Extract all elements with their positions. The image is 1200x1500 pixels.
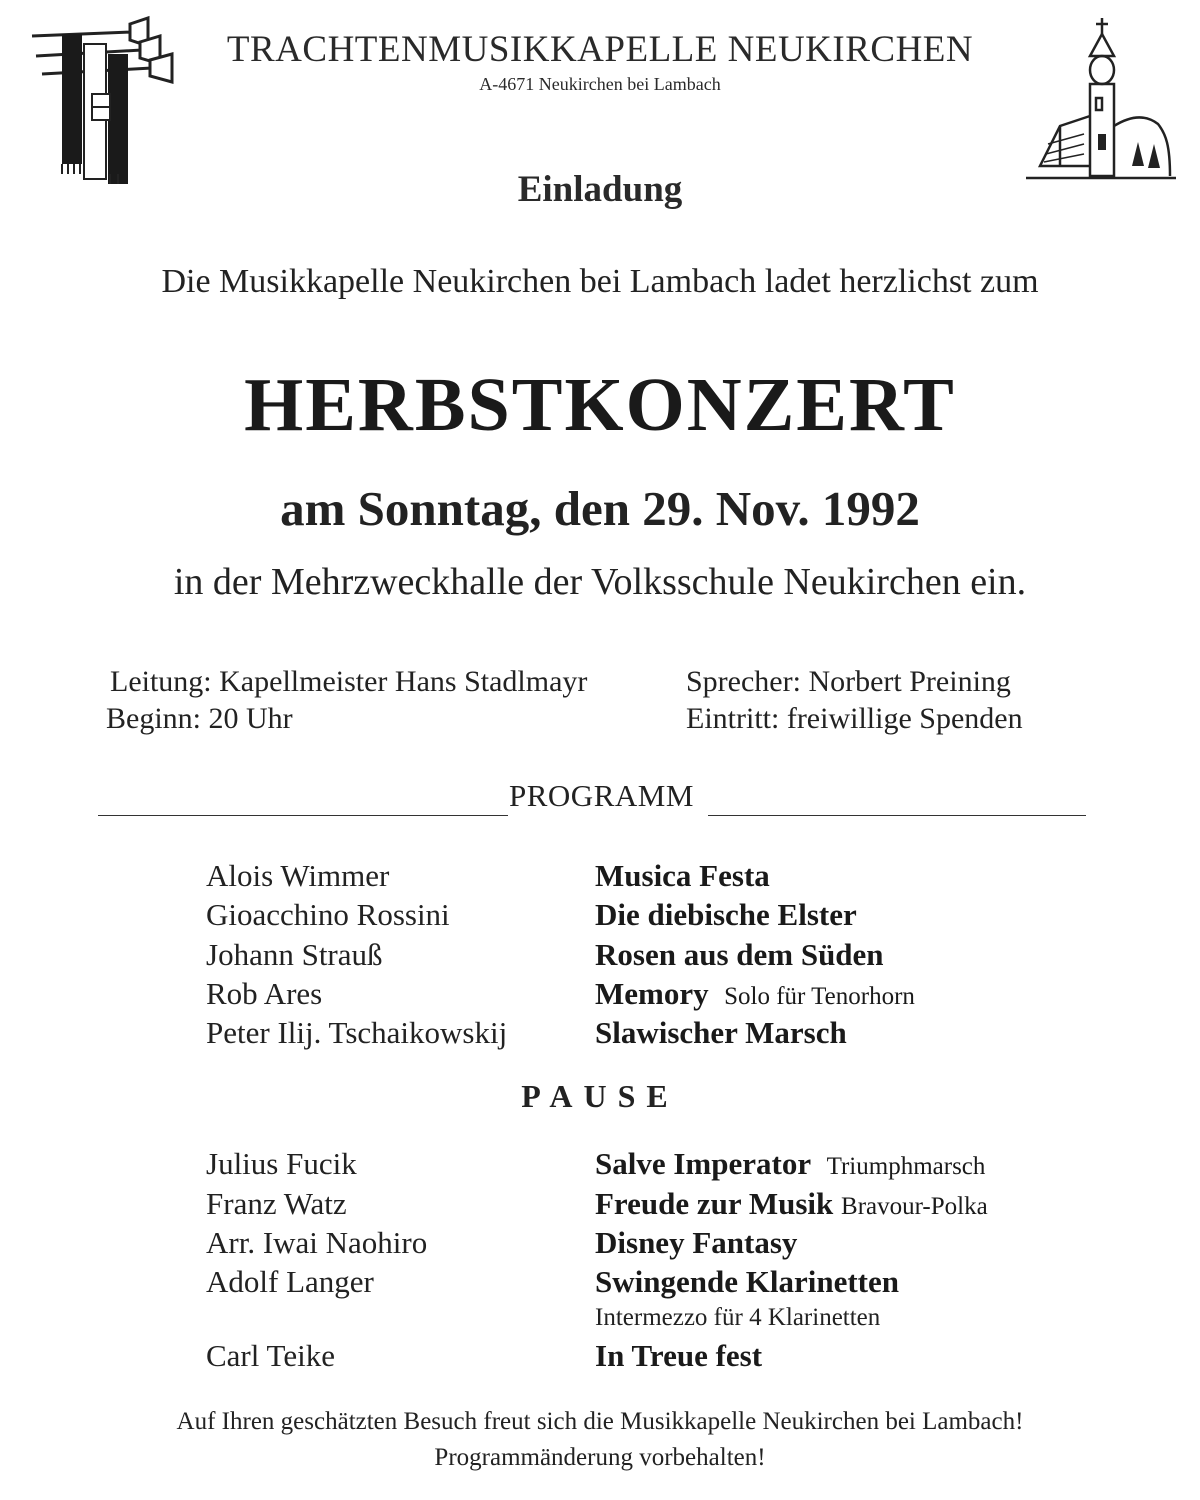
program-change-note: Programmänderung vorbehalten!: [434, 1444, 766, 1471]
org-name: TRACHTENMUSIKKAPELLE NEUKIRCHEN: [226, 29, 974, 70]
composer-name: Johann Strauß: [206, 937, 383, 972]
program-row: [0, 858, 1200, 898]
composer-name: Franz Watz: [206, 1186, 347, 1221]
composer-name: Peter Ilij. Tschaikowskij: [206, 1015, 508, 1050]
work: [595, 1146, 985, 1182]
work-title: Slawischer Marsch: [595, 1015, 847, 1050]
composer-name: Gioacchino Rossini: [206, 897, 450, 932]
program-row: [0, 1338, 1200, 1378]
work: [595, 937, 884, 973]
composer-name: Adolf Langer: [206, 1264, 374, 1299]
work-note: Solo für Tenorhorn: [724, 983, 915, 1010]
org-address: A-4671 Neukirchen bei Lambach: [479, 74, 721, 94]
work: [595, 976, 915, 1012]
work: [595, 897, 857, 933]
concert-title: HERBSTKONZERT: [244, 363, 956, 447]
work-title: Musica Festa: [595, 858, 770, 893]
composer-name: Julius Fucik: [206, 1146, 357, 1181]
pause-label: PAUSE: [521, 1078, 679, 1114]
composer-name: Alois Wimmer: [206, 858, 390, 893]
program-row: [0, 1015, 1200, 1055]
program-row: [0, 976, 1200, 1016]
work-title: In Treue fest: [595, 1338, 763, 1373]
invitation-intro: Die Musikkapelle Neukirchen bei Lambach ladet herzlichst zum: [161, 263, 1039, 300]
work: [595, 1338, 762, 1374]
work-subnote: Intermezzo für 4 Klarinetten: [595, 1304, 881, 1331]
composer-name: Rob Ares: [206, 976, 323, 1011]
program-row: [0, 1225, 1200, 1265]
program-row: [0, 937, 1200, 977]
work: [595, 1225, 797, 1261]
concert-venue: in der Mehrzweckhalle der Volksschule Neukirchen ein.: [173, 561, 1027, 603]
program-row: [0, 1146, 1200, 1186]
concert-date: am Sonntag, den 29. Nov. 1992: [280, 481, 920, 536]
info-sprecher: Sprecher: Norbert Preining: [686, 665, 1011, 698]
info-leitung: Leitung: Kapellmeister Hans Stadlmayr: [110, 665, 588, 698]
work-note: Triumphmarsch: [826, 1153, 986, 1180]
program-row: [0, 1264, 1200, 1304]
work: [595, 1264, 899, 1300]
work-title: Disney Fantasy: [595, 1225, 798, 1260]
invitation-heading: Einladung: [517, 169, 683, 210]
work: [595, 1186, 988, 1222]
work-title: Die diebische Elster: [595, 897, 857, 932]
programm-rule-right: [708, 815, 1086, 816]
work: [595, 1015, 847, 1051]
work-title: Freude zur Musik: [595, 1186, 834, 1221]
program-row: [0, 1186, 1200, 1226]
work-title: Salve Imperator: [595, 1146, 812, 1181]
composer-name: Arr. Iwai Naohiro: [206, 1225, 428, 1260]
info-eintritt: Eintritt: freiwillige Spenden: [686, 702, 1023, 735]
work-title: Memory: [595, 976, 709, 1011]
work-note: Bravour-Polka: [841, 1193, 988, 1220]
programm-label: PROGRAMM: [509, 778, 694, 813]
composer-name: Carl Teike: [206, 1338, 335, 1373]
program-row: [0, 897, 1200, 937]
work-title: Swingende Klarinetten: [595, 1264, 899, 1299]
closing-text: Auf Ihren geschätzten Besuch freut sich die Musikkapelle Neukirchen bei Lambach!: [176, 1408, 1024, 1435]
info-beginn: Beginn: 20 Uhr: [106, 702, 293, 735]
programm-rule-left: [98, 815, 508, 816]
work-title: Rosen aus dem Süden: [595, 937, 884, 972]
work: [595, 858, 770, 894]
